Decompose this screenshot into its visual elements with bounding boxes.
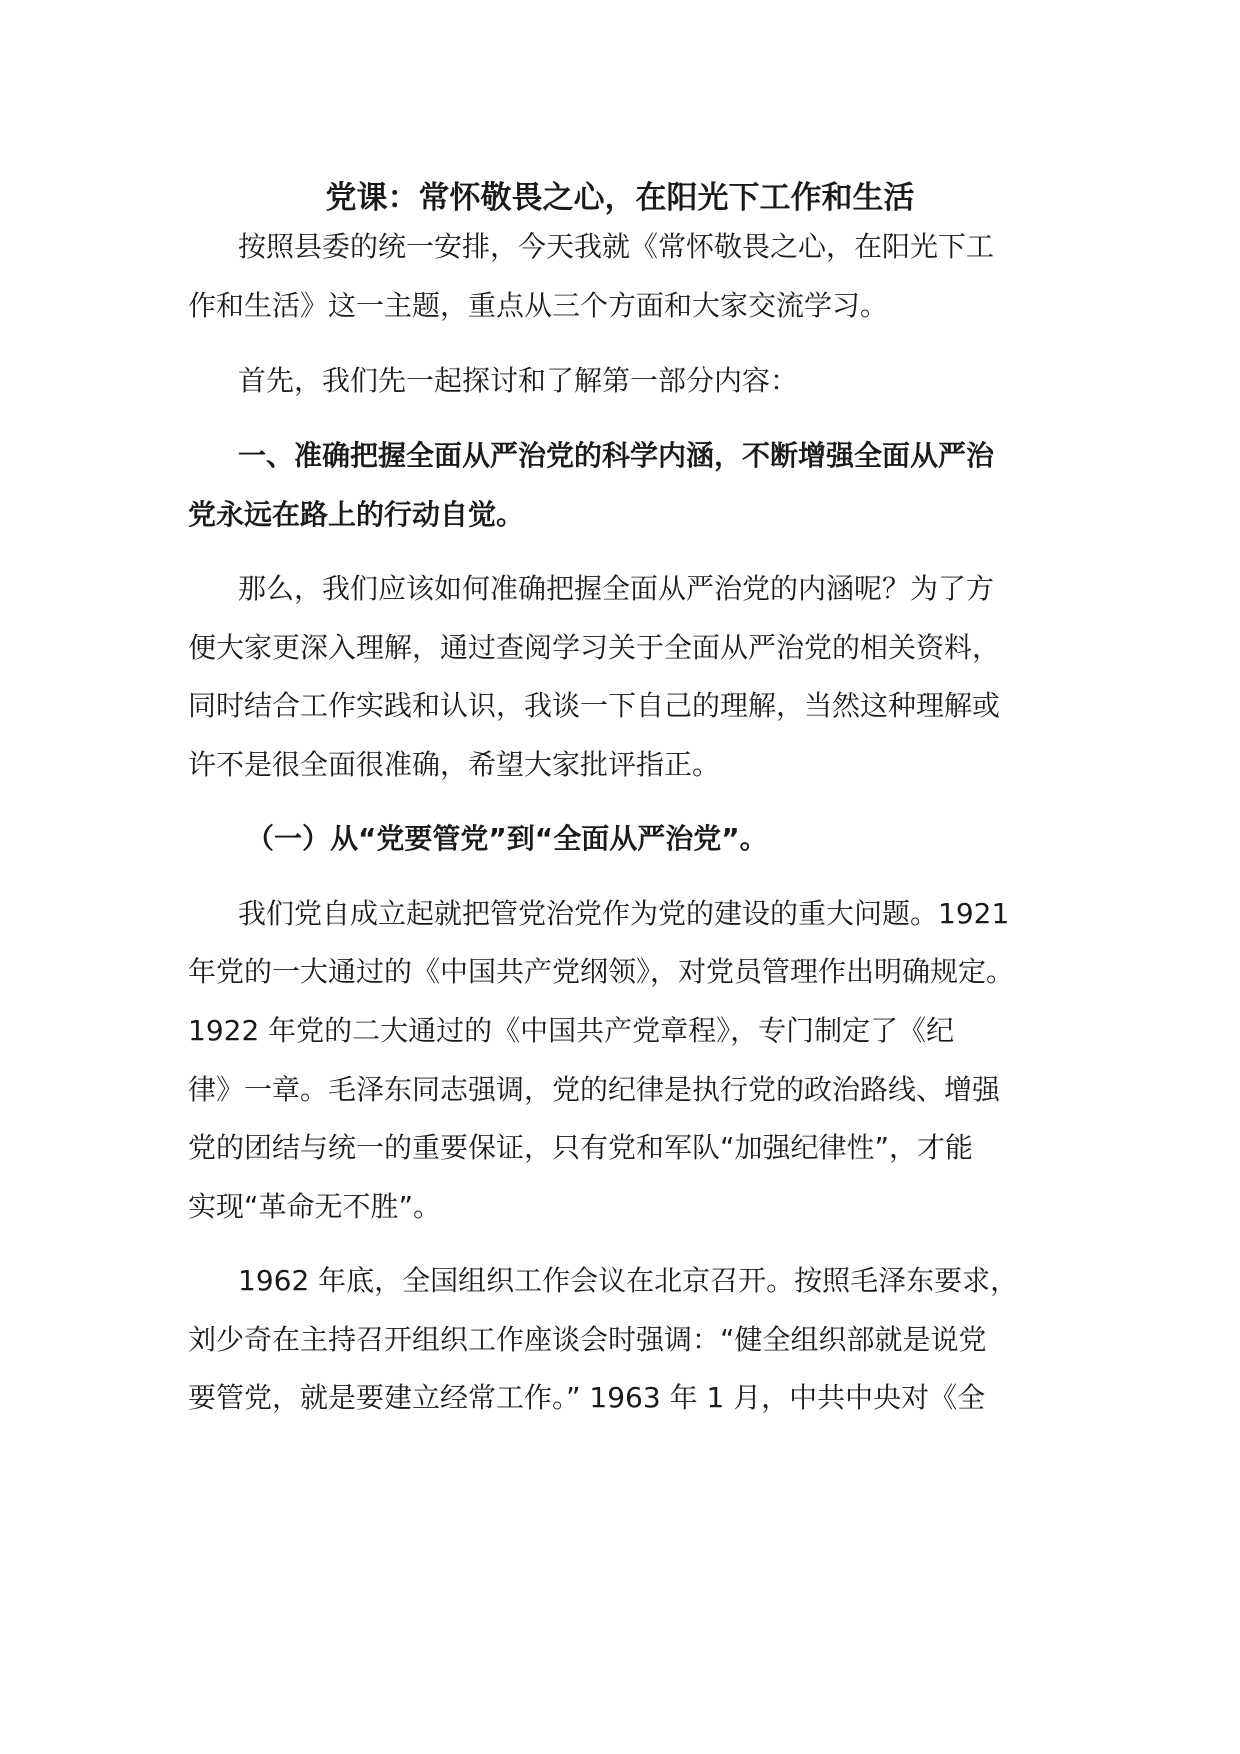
document-title: 党课：常怀敬畏之心，在阳光下工作和生活	[325, 180, 915, 216]
text-line: 年党的一大通过的《中国共产党纲领》，对党员管理作出明确规定。	[188, 955, 1015, 988]
text-line: 刘少奇在主持召开组织工作座谈会时强调：“健全组织部就是说党	[188, 1323, 987, 1356]
text-line: 1922 年党的二大通过的《中国共产党章程》，专门制定了《纪	[188, 1014, 955, 1047]
heading-line: 一、准确把握全面从严治党的科学内涵，不断增强全面从严治	[238, 439, 995, 472]
text-line: 便大家更深入理解，通过查阅学习关于全面从严治党的相关资料，	[188, 631, 1001, 664]
heading-line: 党永远在路上的行动自觉。	[188, 498, 525, 531]
text-line: 同时结合工作实践和认识，我谈一下自己的理解，当然这种理解或	[188, 689, 1001, 722]
text-line: 首先，我们先一起探讨和了解第一部分内容：	[238, 364, 799, 397]
text-line: 律》一章。毛泽东同志强调，党的纪律是执行党的政治路线、增强	[188, 1073, 1001, 1106]
text-line: 那么，我们应该如何准确把握全面从严治党的内涵呢？为了方	[238, 572, 995, 605]
text-line: 实现“革命无不胜”。	[188, 1190, 442, 1223]
text-line: 许不是很全面很准确，希望大家批评指正。	[188, 748, 721, 781]
heading-line: （一）从“党要管党”到“全面从严治党”。	[246, 822, 768, 855]
text-line: 我们党自成立起就把管党治党作为党的建设的重大问题。1921	[238, 897, 1010, 930]
text-line: 党的团结与统一的重要保证，只有党和军队“加强纪律性”，才能	[188, 1131, 974, 1164]
text-line: 1962 年底，全国组织工作会议在北京召开。按照毛泽东要求，	[238, 1264, 1019, 1297]
text-line: 要管党，就是要建立经常工作。” 1963 年 1 月，中共中央对《全	[188, 1381, 986, 1414]
text-line: 作和生活》这一主题，重点从三个方面和大家交流学习。	[188, 289, 889, 322]
text-line: 按照县委的统一安排，今天我就《常怀敬畏之心，在阳光下工	[238, 230, 995, 263]
